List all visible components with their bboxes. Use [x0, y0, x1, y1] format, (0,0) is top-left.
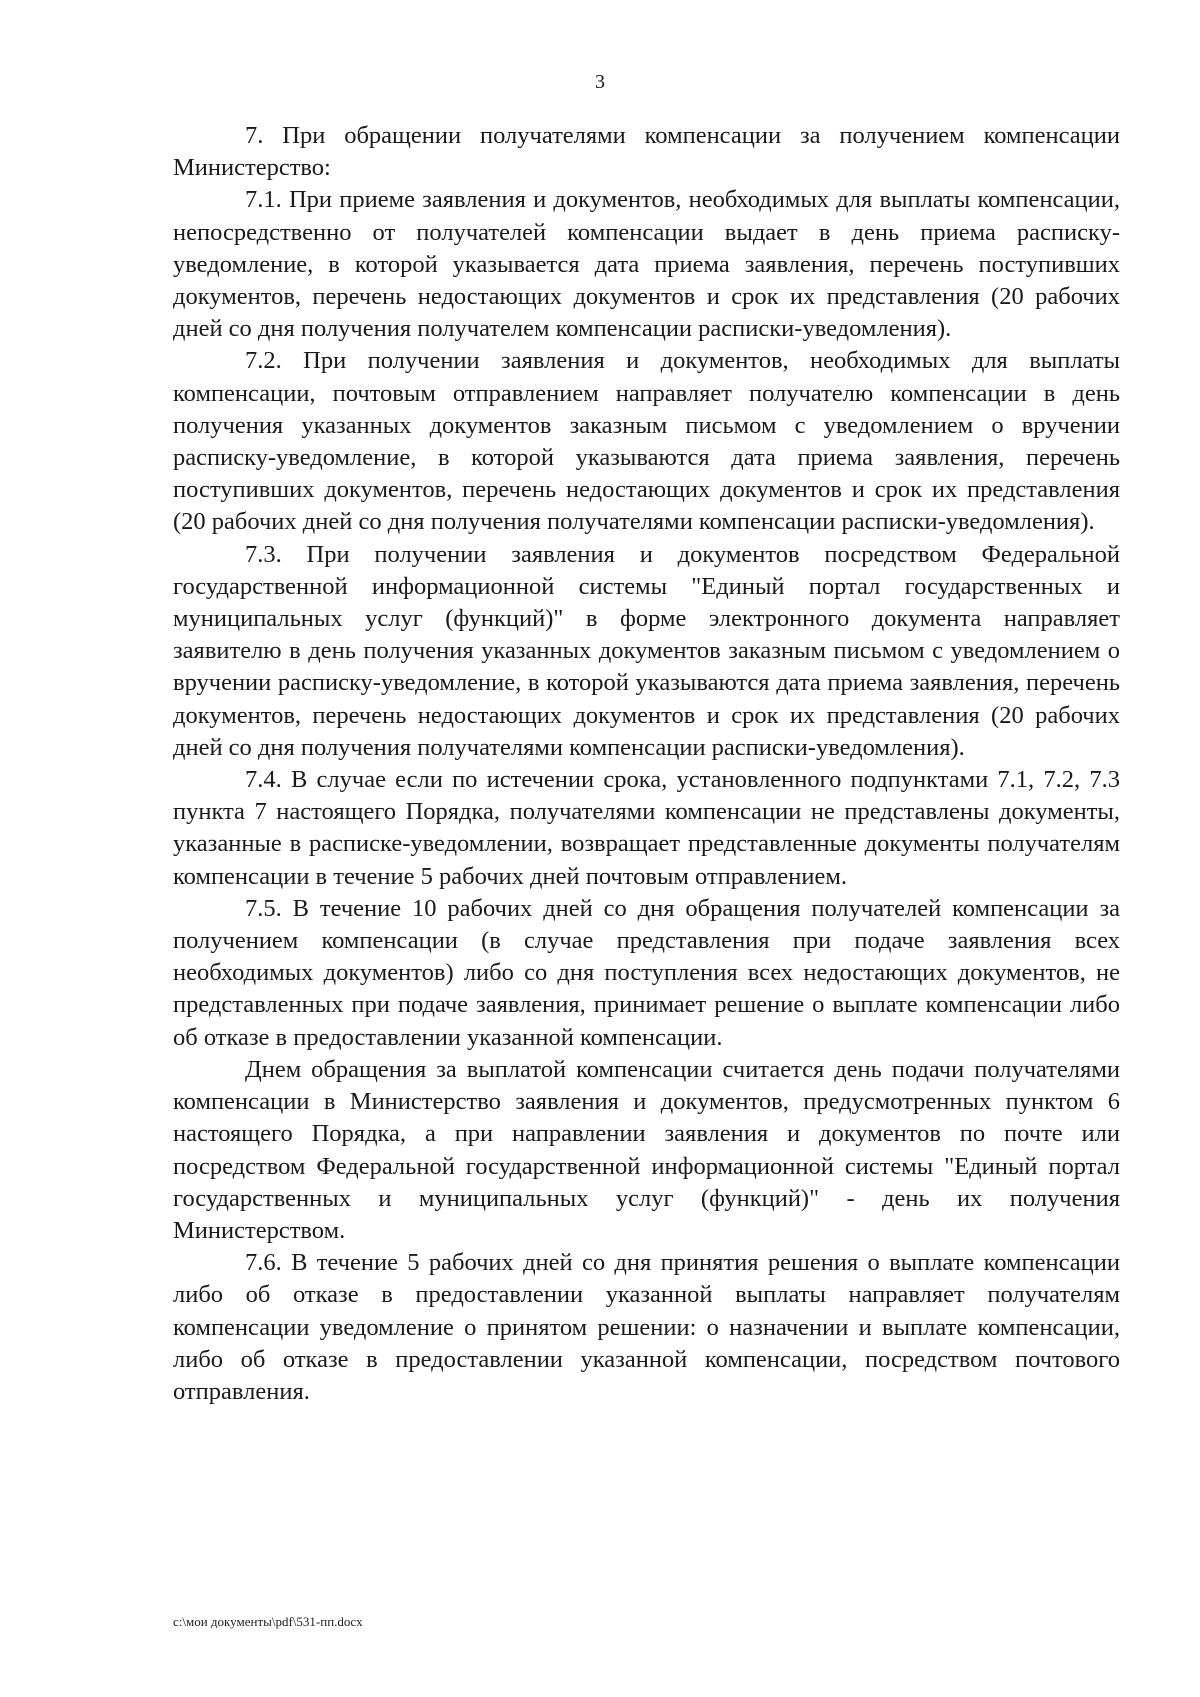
document-body — [173, 120, 1120, 1408]
paragraph-7-1: 7.1. При приеме заявления и документов, необходимых для выплаты компенсации, непосредственно от получателей компенсации выдает в день приема расписку-уведомление, в которой указывается дата приема заявления, перечень поступивших документов, перечень недостающих документов и срок их представления (20 рабочих дней со дня получения получателем компенсации расписки-уведомления). — [173, 186, 1120, 343]
page-number: 3 — [595, 71, 605, 93]
paragraph-application-day: Днем обращения за выплатой компенсации считается день подачи получателями компенсации в Министерство заявления и документов, предусмотренных пунктом 6 настоящего Порядка, а при направлении заявления и документов по почте или посредством Федеральной государственной информационной системы "Единый портал государственных и муниципальных услуг (функций)" - день их получения Министерством. — [173, 1055, 1120, 1244]
paragraph-7: 7. При обращении получателями компенсации за получением компенсации Министерство: — [173, 122, 1120, 182]
paragraph-7-5: 7.5. В течение 10 рабочих дней со дня обращения получателей компенсации за получением компенсации (в случае представления при подаче заявления всех необходимых документов) либо со дня поступления всех недостающих документов, не представленных при подаче заявления, принимает решение о выплате компенсации либо об отказе в предоставлении указанной компенсации. — [173, 894, 1120, 1051]
paragraph-7-4: 7.4. В случае если по истечении срока, установленного подпунктами 7.1, 7.2, 7.3 пункта 7 настоящего Порядка, получателями компенсации не представлены документы, указанные в расписке-уведомлении, возвращает представленные документы получателям компенсации в течение 5 рабочих дней почтовым отправлением. — [173, 766, 1120, 890]
footer-file-path: c:\мои документы\pdf\531-пп.docx — [173, 1614, 363, 1629]
paragraph-7-6: 7.6. В течение 5 рабочих дней со дня принятия решения о выплате компенсации либо об отказе в предоставлении указанной выплаты направляет получателям компенсации уведомление о принятом решении: о назначении и выплате компенсации, либо об отказе в предоставлении указанной компенсации, посредством почтового отправления. — [173, 1249, 1120, 1405]
paragraph-7-2: 7.2. При получении заявления и документов, необходимых для выплаты компенсации, почтовым отправлением направляет получателю компенсации в день получения указанных документов заказным письмом с уведомлением о вручении расписку-уведомление, в которой указываются дата приема заявления, перечень поступивших документов, перечень недостающих документов и срок их представления (20 рабочих дней со дня получения получателями компенсации расписки-уведомления). — [173, 347, 1120, 536]
paragraph-7-3: 7.3. При получении заявления и документов посредством Федеральной государственной информационной системы "Единый портал государственных и муниципальных услуг (функций)" в форме электронного документа направляет заявителю в день получения указанных документов заказным письмом с уведомлением о вручении расписку-уведомление, в которой указываются дата приема заявления, перечень документов, перечень недостающих документов и срок их представления (20 рабочих дней со дня получения получателями компенсации расписки-уведомления). — [173, 540, 1120, 761]
